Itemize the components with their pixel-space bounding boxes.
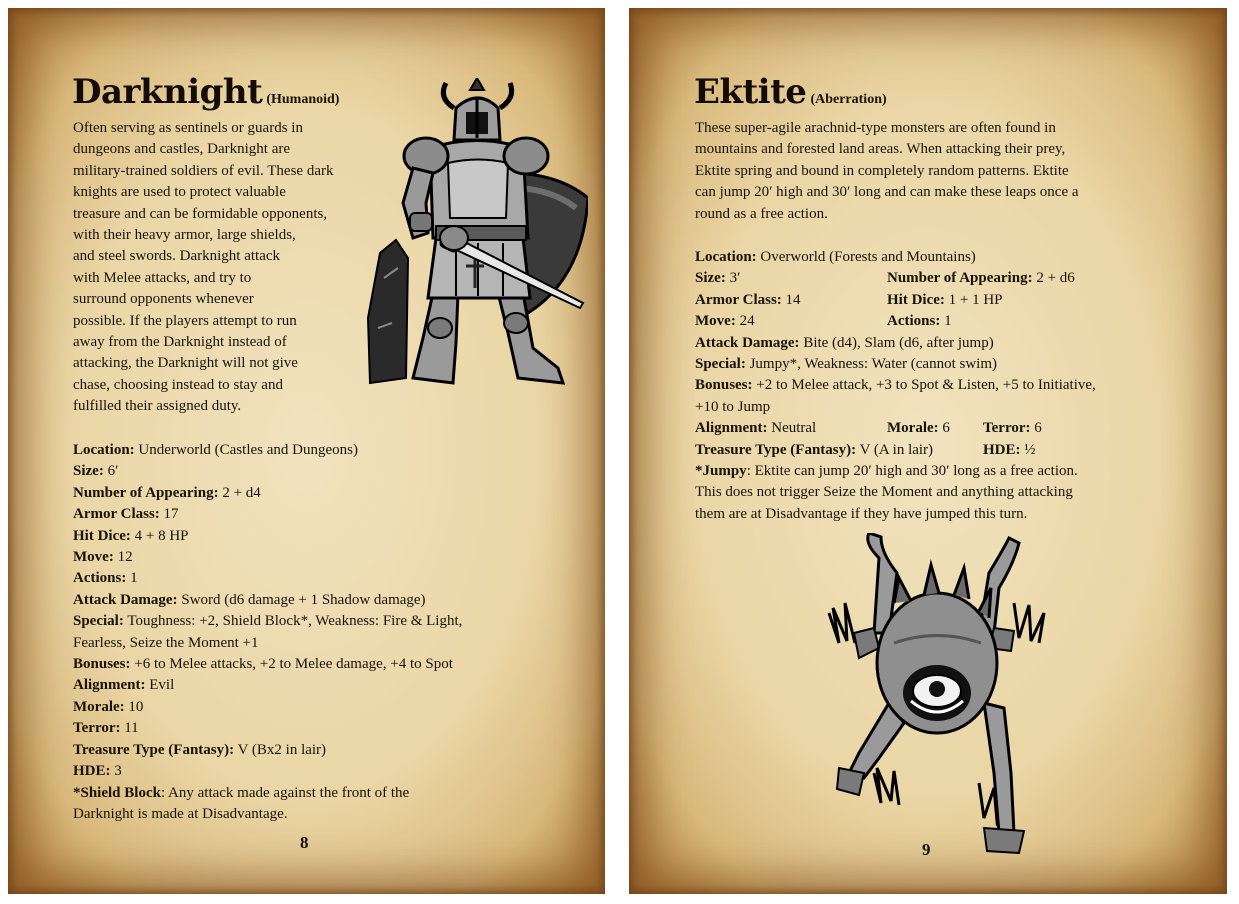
description-line: surround opponents whenever bbox=[73, 291, 254, 308]
stat-hit-dice: Hit Dice: 4 + 8 HP bbox=[73, 527, 189, 544]
stat-actions: Actions: 1 bbox=[73, 570, 138, 587]
monster-title: Ektite bbox=[694, 72, 807, 112]
stat-location: Location: Underworld (Castles and Dungeons) bbox=[73, 442, 358, 458]
monster-type: (Humanoid) bbox=[266, 92, 340, 107]
description-line: military-trained soldiers of evil. These dark bbox=[73, 162, 334, 179]
stat-size: Size: 3′ bbox=[695, 270, 741, 287]
monster-description bbox=[73, 118, 393, 418]
monster-heading bbox=[694, 72, 887, 112]
stat-attack-damage: Attack Damage: Bite (d4), Slam (d6, after jump) bbox=[695, 334, 994, 351]
stat-alignment: Alignment: Neutral bbox=[695, 420, 817, 437]
stat-row-move-actions bbox=[695, 311, 1195, 332]
description-line: fulfilled their assigned duty. bbox=[73, 398, 242, 415]
description-line: Often serving as sentinels or guards in bbox=[73, 120, 303, 136]
stat-bonuses-cont: +10 to Jump bbox=[695, 398, 771, 415]
description-line: attacking, the Darknight will not give bbox=[73, 355, 298, 372]
description-line: round as a free action. bbox=[695, 205, 828, 222]
left-page bbox=[8, 8, 605, 894]
monster-heading bbox=[72, 72, 339, 112]
monster-type: (Aberration) bbox=[810, 92, 887, 107]
stat-special: Special: Jumpy*, Weakness: Water (cannot swim) bbox=[695, 356, 997, 373]
stat-morale: Morale: 6 bbox=[887, 420, 950, 437]
stat-location: Location: Overworld (Forests and Mountains) bbox=[695, 249, 976, 265]
description-line: with their heavy armor, large shields, bbox=[73, 227, 296, 244]
stat-terror: Terror: 11 bbox=[73, 720, 139, 737]
stat-special: Special: Toughness: +2, Shield Block*, Weakness: Fire & Light, bbox=[73, 613, 463, 630]
stat-row-treasure-hde bbox=[695, 440, 1195, 461]
stat-morale: Morale: 10 bbox=[73, 698, 144, 715]
description-line: chase, choosing instead to stay and bbox=[73, 376, 283, 393]
stat-bonuses: Bonuses: +6 to Melee attacks, +2 to Melee damage, +4 to Spot bbox=[73, 656, 453, 673]
description-line: mountains and forested land areas. When attacking their prey, bbox=[695, 141, 1066, 158]
page-number: 8 bbox=[300, 833, 309, 852]
stat-terror: Terror: 6 bbox=[983, 420, 1042, 437]
stat-size: Size: 6′ bbox=[73, 463, 119, 480]
jumpy-note-cont: them are at Disadvantage if they have jumped this turn. bbox=[695, 505, 1028, 522]
ektite-illustration bbox=[819, 533, 1059, 873]
stat-armor-class: Armor Class: 14 bbox=[695, 291, 801, 308]
page-number: 9 bbox=[922, 840, 931, 859]
stat-actions: Actions: 1 bbox=[887, 313, 952, 330]
stat-special-cont: Fearless, Seize the Moment +1 bbox=[73, 634, 259, 651]
shield-block-note-cont: Darknight is made at Disadvantage. bbox=[73, 805, 288, 822]
description-line: with Melee attacks, and try to bbox=[73, 269, 252, 286]
stat-treasure-type: Treasure Type (Fantasy): V (A in lair) bbox=[695, 441, 934, 458]
description-line: possible. If the players attempt to run bbox=[73, 312, 297, 329]
description-line: dungeons and castles, Darknight are bbox=[73, 141, 291, 158]
description-line: Ektite spring and bound in completely random patterns. Ektite bbox=[695, 162, 1069, 179]
jumpy-note-cont: This does not trigger Seize the Moment and anything attacking bbox=[695, 484, 1073, 501]
description-line: can jump 20′ high and 30′ long and can make these leaps once a bbox=[695, 184, 1079, 201]
jumpy-note: *Jumpy: Ektite can jump 20′ high and 30′ long as a free action. bbox=[695, 463, 1078, 480]
right-page bbox=[629, 8, 1227, 894]
description-line: away from the Darknight instead of bbox=[73, 334, 287, 351]
stat-number-appearing: Number of Appearing: 2 + d4 bbox=[73, 484, 261, 501]
darknight-illustration bbox=[358, 78, 588, 393]
stat-alignment: Alignment: Evil bbox=[73, 677, 175, 694]
stat-row-ac-hd bbox=[695, 290, 1195, 311]
stat-hde: HDE: 3 bbox=[73, 763, 122, 780]
description-line: knights are used to protect valuable bbox=[73, 184, 286, 201]
stat-move: Move: 24 bbox=[695, 313, 755, 330]
stat-row-alignment-morale-terror bbox=[695, 418, 1195, 439]
description-line: and steel swords. Darknight attack bbox=[73, 248, 281, 265]
stat-treasure-type: Treasure Type (Fantasy): V (Bx2 in lair) bbox=[73, 741, 327, 758]
monster-stat-block bbox=[695, 247, 1195, 525]
stat-attack-damage: Attack Damage: Sword (d6 damage + 1 Shadow damage) bbox=[73, 591, 426, 608]
stat-hit-dice: Hit Dice: 1 + 1 HP bbox=[887, 291, 1003, 308]
stat-row-size-appearing bbox=[695, 268, 1195, 289]
stat-move: Move: 12 bbox=[73, 549, 133, 566]
description-line: These super-agile arachnid-type monsters are often found in bbox=[695, 120, 1056, 136]
monster-stat-block bbox=[73, 440, 583, 825]
stat-bonuses: Bonuses: +2 to Melee attack, +3 to Spot & Listen, +5 to Initiative, bbox=[695, 377, 1096, 394]
stat-hde: HDE: ½ bbox=[983, 441, 1036, 458]
monster-description bbox=[695, 118, 1195, 225]
shield-block-note: *Shield Block: Any attack made against the front of the bbox=[73, 784, 410, 801]
monster-title: Darknight bbox=[72, 72, 263, 112]
stat-number-appearing: Number of Appearing: 2 + d6 bbox=[887, 270, 1075, 287]
stat-armor-class: Armor Class: 17 bbox=[73, 506, 179, 523]
description-line: treasure and can be formidable opponents, bbox=[73, 205, 328, 222]
